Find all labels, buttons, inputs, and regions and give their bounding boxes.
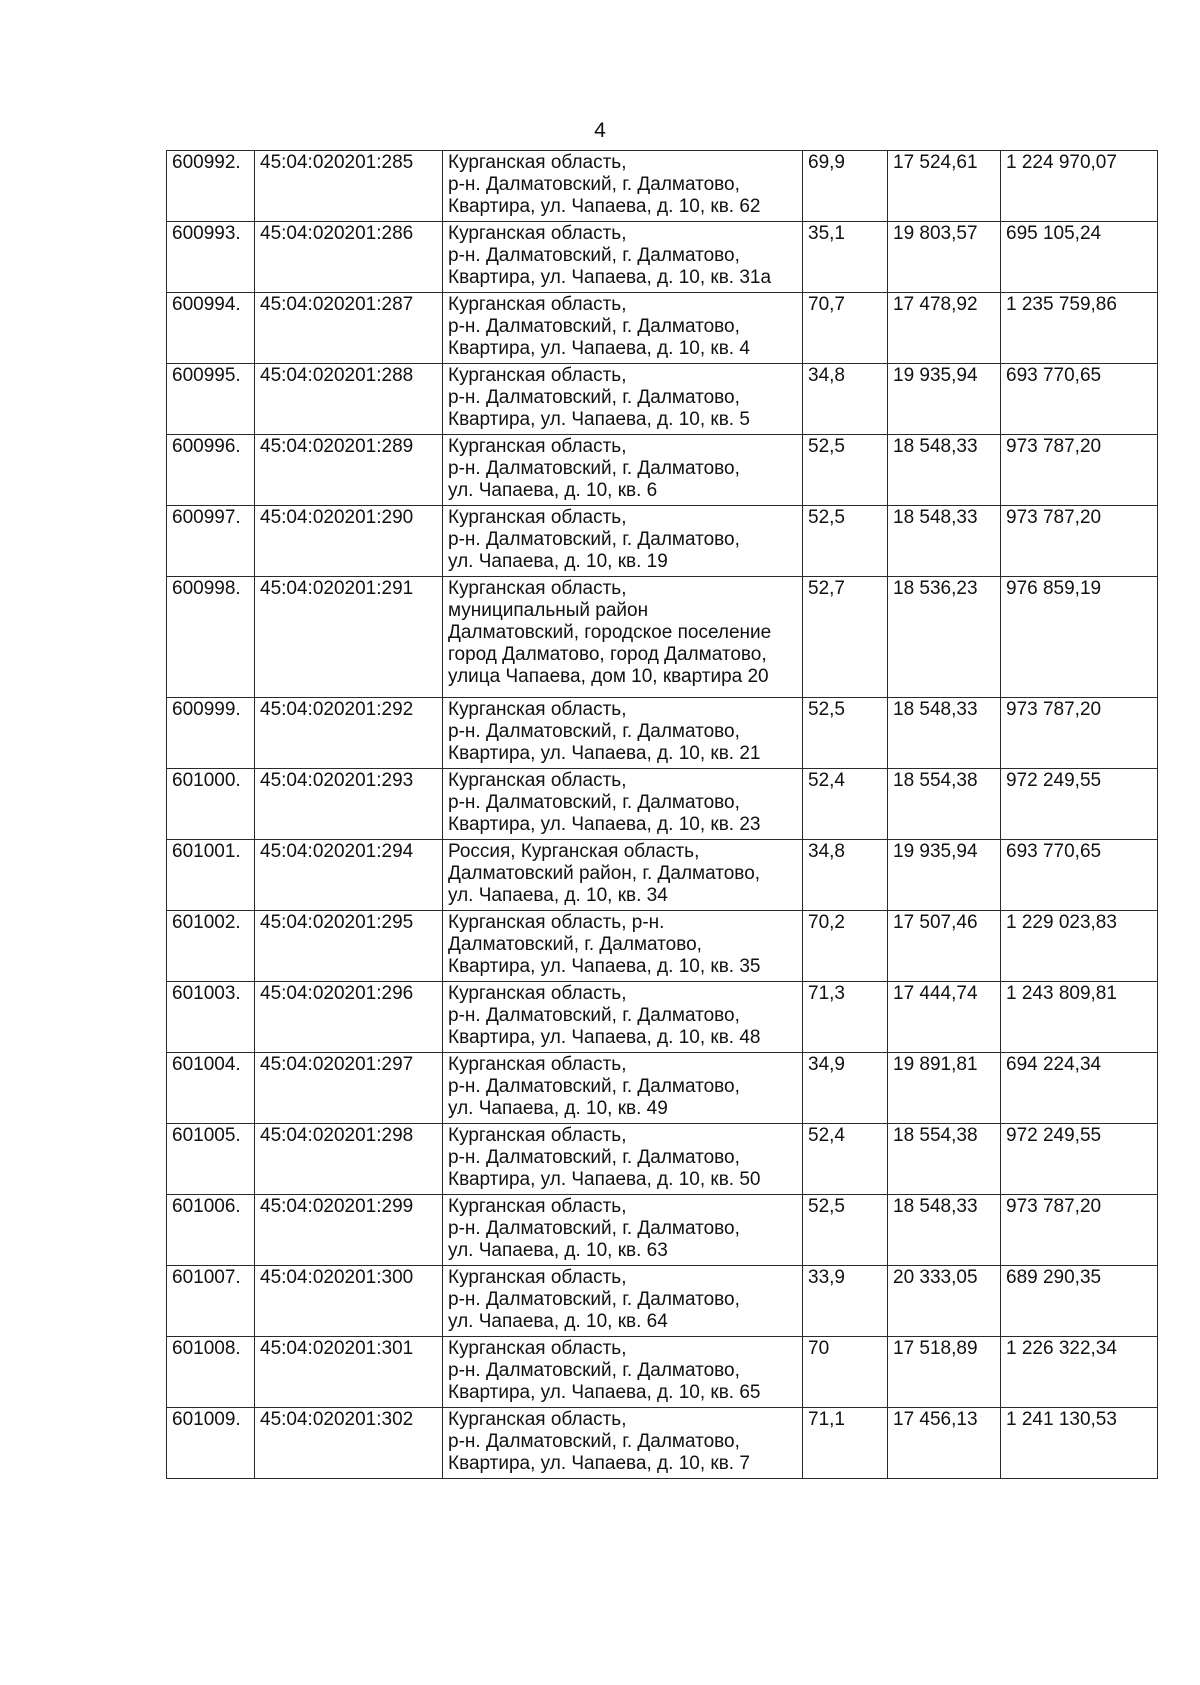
table-row: [167, 1266, 1158, 1337]
cadastral-number-cell: 45:04:020201:291: [255, 577, 443, 698]
price-per-sqm-cell: 17 518,89: [888, 1337, 1001, 1408]
table-row: [167, 506, 1158, 577]
price-per-sqm-cell: 19 935,94: [888, 364, 1001, 435]
address-line: ул. Чапаева, д. 10, кв. 63: [448, 1240, 668, 1261]
area-cell: 69,9: [803, 151, 888, 222]
table-row: [167, 151, 1158, 222]
address-line: город Далматово, город Далматово,: [448, 644, 767, 665]
cadastral-number-cell: 45:04:020201:290: [255, 506, 443, 577]
cadastral-cost-cell: 972 249,55: [1001, 769, 1158, 840]
area-cell: 52,5: [803, 435, 888, 506]
address-line: Далматовский, городское поселение: [448, 622, 772, 643]
address-line: Курганская область,: [448, 1196, 627, 1217]
address-line: р-н. Далматовский, г. Далматово,: [448, 387, 740, 408]
cadastral-cost-cell: 1 241 130,53: [1001, 1408, 1158, 1479]
address-line: Курганская область,: [448, 1409, 627, 1430]
address-line: р-н. Далматовский, г. Далматово,: [448, 458, 740, 479]
cadastral-number-cell: 45:04:020201:295: [255, 911, 443, 982]
address-cell: [443, 151, 803, 222]
address-cell: [443, 506, 803, 577]
table-row: [167, 1195, 1158, 1266]
address-line: р-н. Далматовский, г. Далматово,: [448, 174, 740, 195]
price-per-sqm-cell: 19 803,57: [888, 222, 1001, 293]
address-line: Квартира, ул. Чапаева, д. 10, кв. 65: [448, 1382, 761, 1403]
address-line: р-н. Далматовский, г. Далматово,: [448, 792, 740, 813]
cadastral-cost-cell: 694 224,34: [1001, 1053, 1158, 1124]
address-line: р-н. Далматовский, г. Далматово,: [448, 529, 740, 550]
cadastral-cost-cell: 973 787,20: [1001, 1195, 1158, 1266]
price-per-sqm-cell: 19 891,81: [888, 1053, 1001, 1124]
address-cell: [443, 698, 803, 769]
address-line: р-н. Далматовский, г. Далматово,: [448, 1005, 740, 1026]
row-number-cell: 601002.: [167, 911, 255, 982]
address-line: Россия, Курганская область,: [448, 841, 700, 862]
cadastral-number-cell: 45:04:020201:292: [255, 698, 443, 769]
area-cell: 52,5: [803, 698, 888, 769]
cadastral-cost-cell: 973 787,20: [1001, 506, 1158, 577]
address-line: Курганская область,: [448, 1338, 627, 1359]
cadastral-cost-cell: 1 235 759,86: [1001, 293, 1158, 364]
address-cell: [443, 435, 803, 506]
address-line: Курганская область,: [448, 223, 627, 244]
price-per-sqm-cell: 18 554,38: [888, 769, 1001, 840]
address-line: ул. Чапаева, д. 10, кв. 49: [448, 1098, 668, 1119]
area-cell: 52,4: [803, 1124, 888, 1195]
address-line: Квартира, ул. Чапаева, д. 10, кв. 7: [448, 1453, 750, 1474]
address-line: Квартира, ул. Чапаева, д. 10, кв. 5: [448, 409, 750, 430]
address-line: Квартира, ул. Чапаева, д. 10, кв. 35: [448, 956, 761, 977]
address-cell: [443, 1053, 803, 1124]
address-line: р-н. Далматовский, г. Далматово,: [448, 721, 740, 742]
address-line: Курганская область,: [448, 578, 627, 599]
cadastral-cost-cell: 695 105,24: [1001, 222, 1158, 293]
price-per-sqm-cell: 17 478,92: [888, 293, 1001, 364]
address-line: Курганская область,: [448, 152, 627, 173]
area-cell: 34,9: [803, 1053, 888, 1124]
address-line: р-н. Далматовский, г. Далматово,: [448, 1431, 740, 1452]
address-line: р-н. Далматовский, г. Далматово,: [448, 1076, 740, 1097]
row-number-cell: 601008.: [167, 1337, 255, 1408]
cadastral-cost-cell: 973 787,20: [1001, 435, 1158, 506]
cadastral-number-cell: 45:04:020201:300: [255, 1266, 443, 1337]
address-cell: [443, 293, 803, 364]
area-cell: 52,4: [803, 769, 888, 840]
cadastral-number-cell: 45:04:020201:297: [255, 1053, 443, 1124]
area-cell: 35,1: [803, 222, 888, 293]
price-per-sqm-cell: 17 507,46: [888, 911, 1001, 982]
row-number-cell: 600998.: [167, 577, 255, 698]
area-cell: 52,5: [803, 506, 888, 577]
address-line: Курганская область,: [448, 1125, 627, 1146]
cadastral-number-cell: 45:04:020201:289: [255, 435, 443, 506]
address-cell: [443, 982, 803, 1053]
address-line: Далматовский, г. Далматово,: [448, 934, 702, 955]
row-number-cell: 600996.: [167, 435, 255, 506]
price-per-sqm-cell: 19 935,94: [888, 840, 1001, 911]
cadastral-cost-cell: 1 224 970,07: [1001, 151, 1158, 222]
address-cell: [443, 911, 803, 982]
address-line: улица Чапаева, дом 10, квартира 20: [448, 666, 769, 687]
cadastral-number-cell: 45:04:020201:296: [255, 982, 443, 1053]
table-row: [167, 222, 1158, 293]
cadastral-cost-cell: 976 859,19: [1001, 577, 1158, 698]
area-cell: 71,3: [803, 982, 888, 1053]
table-row: [167, 364, 1158, 435]
price-per-sqm-cell: 17 444,74: [888, 982, 1001, 1053]
cadastral-number-cell: 45:04:020201:287: [255, 293, 443, 364]
table-row: [167, 698, 1158, 769]
address-line: Квартира, ул. Чапаева, д. 10, кв. 62: [448, 196, 761, 217]
row-number-cell: 600994.: [167, 293, 255, 364]
cadastral-number-cell: 45:04:020201:293: [255, 769, 443, 840]
cadastral-number-cell: 45:04:020201:294: [255, 840, 443, 911]
address-line: ул. Чапаева, д. 10, кв. 6: [448, 480, 658, 501]
address-line: Курганская область,: [448, 983, 627, 1004]
address-line: Далматовский район, г. Далматово,: [448, 863, 761, 884]
cadastral-cost-cell: 1 226 322,34: [1001, 1337, 1158, 1408]
cadastral-cost-cell: 1 243 809,81: [1001, 982, 1158, 1053]
address-line: Курганская область,: [448, 294, 627, 315]
price-per-sqm-cell: 18 554,38: [888, 1124, 1001, 1195]
cadastral-number-cell: 45:04:020201:286: [255, 222, 443, 293]
table-row: [167, 293, 1158, 364]
address-line: Квартира, ул. Чапаева, д. 10, кв. 48: [448, 1027, 761, 1048]
row-number-cell: 600992.: [167, 151, 255, 222]
address-line: Квартира, ул. Чапаева, д. 10, кв. 31а: [448, 267, 772, 288]
cadastral-cost-cell: 973 787,20: [1001, 698, 1158, 769]
cadastral-cost-cell: 689 290,35: [1001, 1266, 1158, 1337]
address-cell: [443, 364, 803, 435]
address-cell: [443, 1337, 803, 1408]
address-line: Квартира, ул. Чапаева, д. 10, кв. 23: [448, 814, 761, 835]
price-per-sqm-cell: 17 456,13: [888, 1408, 1001, 1479]
price-per-sqm-cell: 20 333,05: [888, 1266, 1001, 1337]
table-row: [167, 840, 1158, 911]
row-number-cell: 601004.: [167, 1053, 255, 1124]
table-row: [167, 982, 1158, 1053]
property-registry-table: [166, 150, 1158, 1479]
address-line: р-н. Далматовский, г. Далматово,: [448, 1289, 740, 1310]
table-row: [167, 1337, 1158, 1408]
address-cell: [443, 769, 803, 840]
address-line: р-н. Далматовский, г. Далматово,: [448, 1218, 740, 1239]
table-row: [167, 577, 1158, 698]
address-cell: [443, 222, 803, 293]
page-number: 4: [594, 119, 606, 142]
address-line: Курганская область,: [448, 770, 627, 791]
cadastral-cost-cell: 693 770,65: [1001, 364, 1158, 435]
area-cell: 52,7: [803, 577, 888, 698]
price-per-sqm-cell: 17 524,61: [888, 151, 1001, 222]
price-per-sqm-cell: 18 536,23: [888, 577, 1001, 698]
cadastral-number-cell: 45:04:020201:288: [255, 364, 443, 435]
table-row: [167, 435, 1158, 506]
address-line: Курганская область,: [448, 365, 627, 386]
address-line: р-н. Далматовский, г. Далматово,: [448, 1147, 740, 1168]
address-line: Квартира, ул. Чапаева, д. 10, кв. 50: [448, 1169, 761, 1190]
row-number-cell: 601005.: [167, 1124, 255, 1195]
area-cell: 33,9: [803, 1266, 888, 1337]
address-cell: [443, 1195, 803, 1266]
address-line: муниципальный район: [448, 600, 649, 621]
cadastral-number-cell: 45:04:020201:299: [255, 1195, 443, 1266]
address-line: Курганская область,: [448, 699, 627, 720]
address-line: р-н. Далматовский, г. Далматово,: [448, 1360, 740, 1381]
row-number-cell: 600997.: [167, 506, 255, 577]
cadastral-cost-cell: 693 770,65: [1001, 840, 1158, 911]
cadastral-number-cell: 45:04:020201:298: [255, 1124, 443, 1195]
address-cell: [443, 840, 803, 911]
table-body: [167, 151, 1158, 1479]
address-line: р-н. Далматовский, г. Далматово,: [448, 316, 740, 337]
row-number-cell: 600999.: [167, 698, 255, 769]
area-cell: 71,1: [803, 1408, 888, 1479]
area-cell: 52,5: [803, 1195, 888, 1266]
address-line: Курганская область,: [448, 1267, 627, 1288]
address-line: Квартира, ул. Чапаева, д. 10, кв. 21: [448, 743, 761, 764]
table-row: [167, 1053, 1158, 1124]
address-cell: [443, 1124, 803, 1195]
cadastral-number-cell: 45:04:020201:301: [255, 1337, 443, 1408]
row-number-cell: 601006.: [167, 1195, 255, 1266]
area-cell: 34,8: [803, 364, 888, 435]
address-line: Квартира, ул. Чапаева, д. 10, кв. 4: [448, 338, 750, 359]
row-number-cell: 601007.: [167, 1266, 255, 1337]
area-cell: 34,8: [803, 840, 888, 911]
address-line: Курганская область,: [448, 436, 627, 457]
address-line: Курганская область, р-н.: [448, 912, 665, 933]
row-number-cell: 601003.: [167, 982, 255, 1053]
address-cell: [443, 1408, 803, 1479]
area-cell: 70,7: [803, 293, 888, 364]
address-cell: [443, 1266, 803, 1337]
price-per-sqm-cell: 18 548,33: [888, 435, 1001, 506]
price-per-sqm-cell: 18 548,33: [888, 698, 1001, 769]
row-number-cell: 601001.: [167, 840, 255, 911]
address-line: ул. Чапаева, д. 10, кв. 64: [448, 1311, 668, 1332]
cadastral-number-cell: 45:04:020201:302: [255, 1408, 443, 1479]
row-number-cell: 601009.: [167, 1408, 255, 1479]
table-row: [167, 1124, 1158, 1195]
address-line: Курганская область,: [448, 507, 627, 528]
address-line: р-н. Далматовский, г. Далматово,: [448, 245, 740, 266]
cadastral-cost-cell: 1 229 023,83: [1001, 911, 1158, 982]
table-row: [167, 769, 1158, 840]
row-number-cell: 600993.: [167, 222, 255, 293]
price-per-sqm-cell: 18 548,33: [888, 1195, 1001, 1266]
address-line: ул. Чапаева, д. 10, кв. 34: [448, 885, 668, 906]
row-number-cell: 600995.: [167, 364, 255, 435]
area-cell: 70: [803, 1337, 888, 1408]
cadastral-number-cell: 45:04:020201:285: [255, 151, 443, 222]
address-line: ул. Чапаева, д. 10, кв. 19: [448, 551, 668, 572]
address-cell: [443, 577, 803, 698]
address-line: Курганская область,: [448, 1054, 627, 1075]
table-row: [167, 1408, 1158, 1479]
table-row: [167, 911, 1158, 982]
cadastral-cost-cell: 972 249,55: [1001, 1124, 1158, 1195]
price-per-sqm-cell: 18 548,33: [888, 506, 1001, 577]
row-number-cell: 601000.: [167, 769, 255, 840]
area-cell: 70,2: [803, 911, 888, 982]
